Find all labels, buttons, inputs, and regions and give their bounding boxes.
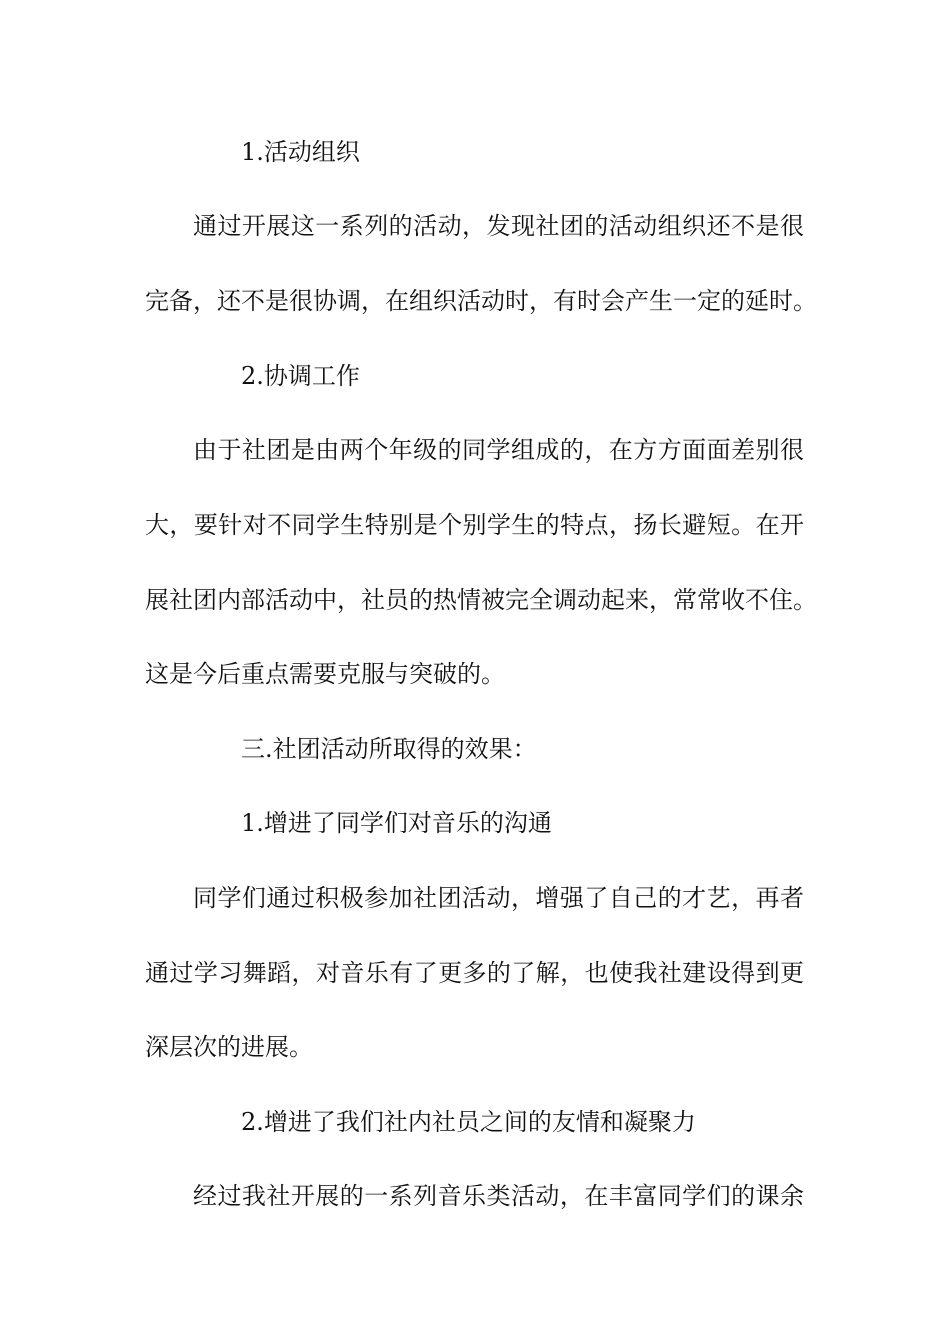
- paragraph-line: 完备，还不是很协调，在组织活动时，有时会产生一定的延时。: [145, 287, 817, 315]
- heading-friendship-cohesion: 2.增进了我们社内社员之间的友情和凝聚力: [241, 1108, 696, 1136]
- paragraph-line: 经过我社开展的一系列音乐类活动，在丰富同学们的课余: [193, 1182, 804, 1210]
- paragraph-line: 通过开展这一系列的活动，发现社团的活动组织还不是很: [193, 212, 804, 240]
- paragraph-line: 由于社团是由两个年级的同学组成的，在方方面面差别很: [193, 436, 804, 464]
- paragraph-line: 深层次的进展。: [145, 1033, 313, 1061]
- section-heading-effects: 三.社团活动所取得的效果：: [241, 735, 537, 763]
- paragraph-line: 同学们通过积极参加社团活动，增强了自己的才艺，再者: [193, 884, 804, 912]
- heading-activity-organization: 1.活动组织: [241, 138, 360, 166]
- heading-coordination-work: 2.协调工作: [241, 362, 360, 390]
- heading-music-communication: 1.增进了同学们对音乐的沟通: [241, 809, 552, 837]
- paragraph-line: 展社团内部活动中，社员的热情被完全调动起来，常常收不住。: [145, 586, 817, 614]
- paragraph-line: 大，要针对不同学生特别是个别学生的特点，扬长避短。在开: [145, 511, 804, 539]
- paragraph-line: 通过学习舞蹈，对音乐有了更多的了解，也使我社建设得到更: [145, 959, 804, 987]
- paragraph-line: 这是今后重点需要克服与突破的。: [145, 660, 505, 688]
